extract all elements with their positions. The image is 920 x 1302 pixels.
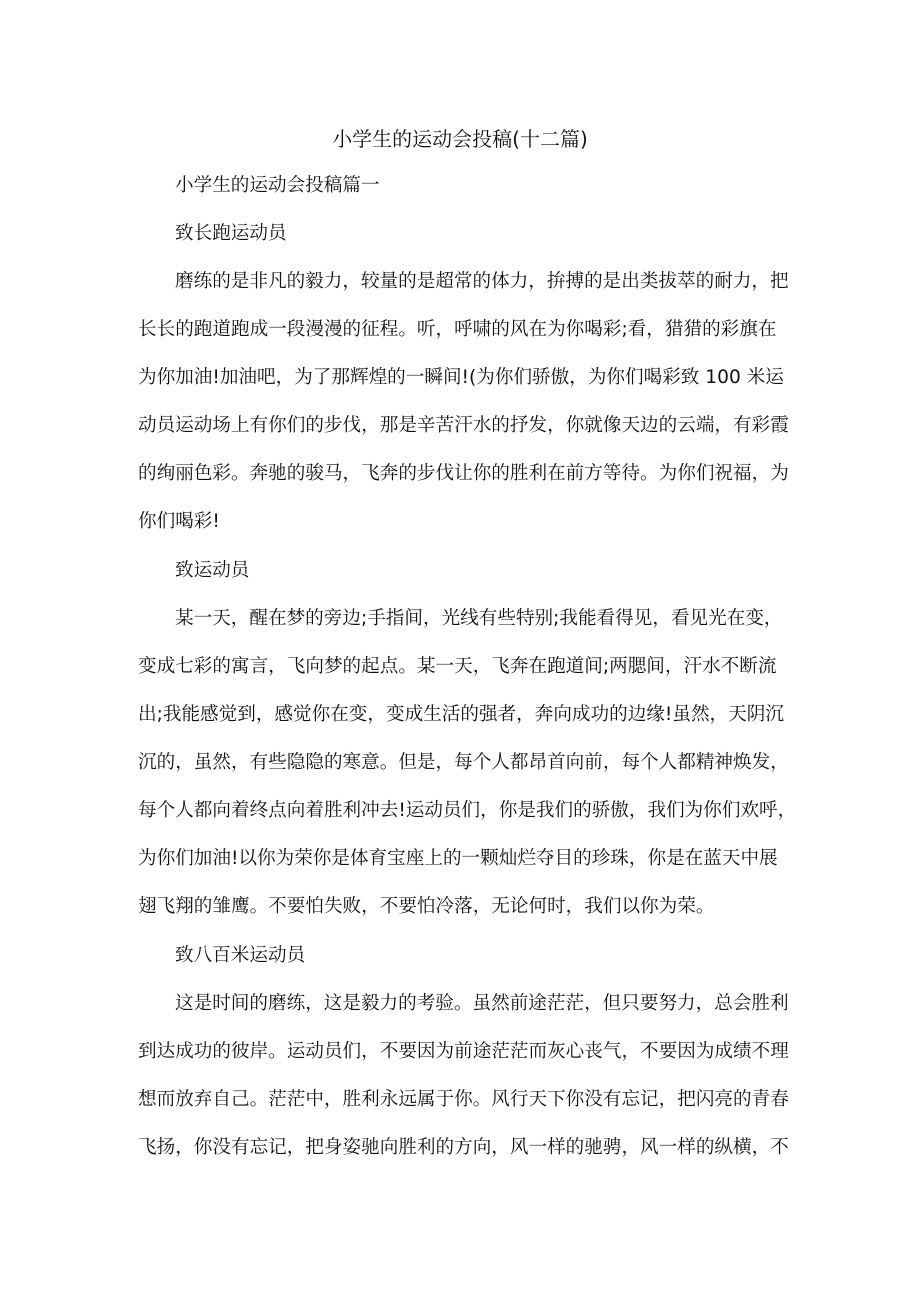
paragraph-line: 这是时间的磨练，这是毅力的考验。虽然前途茫茫，但只要努力，总会胜利 — [175, 993, 789, 1014]
paragraph-line: 每个人都向着终点向着胜利冲去!运动员们，你是我们的骄傲，我们为你们欢呼， — [138, 800, 797, 821]
paragraph-line: 为你们加油!以你为荣你是体育宝座上的一颗灿烂夺目的珍珠，你是在蓝天中展 — [138, 848, 778, 869]
paragraph-line: 想而放弃自己。茫茫中，胜利永远属于你。风行天下你没有忘记，把闪亮的青春 — [138, 1089, 789, 1110]
document-title: 小学生的运动会投稿(十二篇) — [332, 127, 588, 151]
paragraph-line: 到达成功的彼岸。运动员们，不要因为前途茫茫而灰心丧气，不要因为成绩不理 — [138, 1041, 789, 1062]
paragraph-line: 飞扬，你没有忘记，把身姿驰向胜利的方向，风一样的驰骋，风一样的纵横，不 — [138, 1137, 789, 1158]
part-heading: 致运动员 — [175, 560, 250, 581]
paragraph-line: 的绚丽色彩。奔驰的骏马，飞奔的步伐让你的胜利在前方等待。为你们祝福，为 — [138, 463, 789, 484]
paragraph-line: 翅飞翔的雏鹰。不要怕失败，不要怕冷落，无论何时，我们以你为荣。 — [138, 896, 715, 917]
paragraph-line: 沉的，虽然，有些隐隐的寒意。但是，每个人都昂首向前，每个人都精神焕发， — [138, 752, 789, 773]
paragraph-line: 你们喝彩! — [138, 511, 220, 532]
paragraph-line: 某一天，醒在梦的旁边;手指间，光线有些特别;我能看得见，看见光在变， — [175, 608, 783, 629]
part-heading: 致长跑运动员 — [175, 223, 287, 244]
paragraph-line: 动员运动场上有你们的步伐，那是辛苦汗水的抒发，你就像天边的云端，有彩霞 — [138, 415, 789, 436]
paragraph-line: 变成七彩的寓言，飞向梦的起点。某一天，飞奔在跑道间;两腮间，汗水不断流 — [138, 656, 777, 677]
paragraph-line: 为你加油!加油吧，为了那辉煌的一瞬间!(为你们骄傲，为你们喝彩致 100 米运 — [138, 367, 784, 388]
part-heading: 致八百米运动员 — [175, 945, 306, 966]
section-heading: 小学生的运动会投稿篇一 — [175, 175, 380, 196]
paragraph-line: 长长的跑道跑成一段漫漫的征程。听，呼啸的风在为你喝彩;看，猎猎的彩旗在 — [138, 319, 777, 340]
paragraph-line: 磨练的是非凡的毅力，较量的是超常的体力，拚搏的是出类拔萃的耐力，把 — [175, 271, 789, 292]
paragraph-line: 出;我能感觉到，感觉你在变，变成生活的强者，奔向成功的边缘!虽然，天阴沉 — [138, 704, 784, 725]
